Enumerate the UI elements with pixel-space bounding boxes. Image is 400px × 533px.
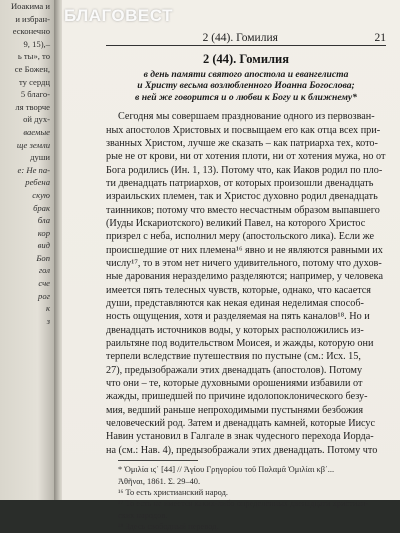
body-line: 27), предызображали этих двенадцать (апостолов). Потому bbox=[106, 364, 363, 376]
body-line: жажды, пришедшей по причине идолопоклонического безу- bbox=[106, 391, 368, 403]
body-line: терпели вследствие путешествия по пустыне (см.: Исх. 15, bbox=[106, 351, 361, 363]
body-line: мия, ведший раньше непроходимыми пустынями безбожия bbox=[106, 404, 364, 416]
running-head-title: 2 (44). Гомилия bbox=[202, 32, 278, 44]
body-line: что они – те, которые духовными орошениями избавили от bbox=[106, 378, 363, 390]
book-page bbox=[62, 0, 400, 532]
body-line: раильтяне под водительством Моисея, и жажды, которую они bbox=[106, 338, 374, 350]
facing-page-line: ребена bbox=[25, 177, 50, 188]
facing-page-line: ля творче bbox=[15, 101, 50, 112]
facing-page-line: вид bbox=[37, 240, 50, 251]
facing-page-line: 9, 15),– bbox=[23, 38, 50, 49]
subtitle-line: в день памяти святого апостола и евангелиста bbox=[143, 69, 349, 80]
body-line: ные дарования неразделимо разделяются; например, у человека bbox=[106, 271, 383, 283]
footnote-line: ¹⁷ То есть не имеется каких-либо определенных двенадцати христиан- bbox=[118, 499, 369, 509]
facing-page-line: 5 благо- bbox=[20, 89, 50, 100]
facing-page-line: ще земли bbox=[16, 139, 50, 150]
facing-page-line: бла bbox=[37, 215, 50, 226]
facing-page-line: души bbox=[30, 152, 50, 163]
facing-page-line: Иоакима и bbox=[10, 1, 50, 11]
footnote-line: ¹⁸ Здесь свободный перевод. bbox=[118, 522, 219, 532]
body-line: Бога родились (Ин. 1, 13). Потому что, как Иаков родил по пло- bbox=[106, 164, 383, 176]
body-line: имеется пять телесных чувств, которые, однако, что касается bbox=[106, 284, 371, 296]
body-line: ных апостолов Христовых и посвыщаем его как отца всех при- bbox=[106, 124, 381, 136]
body-line: двенадцать источников воды, у которых расположились из- bbox=[106, 324, 364, 336]
body-line: таинников; потому что вместо несчастным образом выпавшего bbox=[106, 204, 380, 216]
facing-page-line: к bbox=[45, 303, 50, 314]
subtitle-line: и Христу весьма возлюбленного Иоанна Богослова; bbox=[137, 80, 355, 92]
facing-page-line: ваемые bbox=[23, 126, 50, 137]
facing-page-line: рог bbox=[38, 290, 50, 301]
body-line: происшедшие от них племена¹⁶ явно и не являются равными их bbox=[106, 244, 383, 256]
footnote-line: ских народов. bbox=[118, 510, 168, 520]
footnote-line: * Ὁμιλία ιϛ΄ [44] // Ἁγίου Γρηγορίου τοῦ Παλαμᾶ Ὁμιλίαι κβ΄... bbox=[118, 465, 335, 475]
body-line: Сегодня мы совершаем празднование одного из первозван- bbox=[118, 111, 375, 123]
body-line: (Иуды Искариотского) великий Павел, на которого Христос bbox=[106, 217, 366, 229]
body-line: израильских племен, так и Христос духовно родил двенадцать bbox=[106, 191, 378, 203]
homily-subtitle bbox=[106, 69, 386, 103]
facing-page-line: ту сердц bbox=[19, 76, 50, 87]
facing-page-line: сче bbox=[38, 278, 50, 289]
facing-page bbox=[0, 0, 54, 500]
facing-page-line: е: Не па- bbox=[17, 164, 50, 175]
homily-title: 2 (44). Гомилия bbox=[202, 52, 289, 66]
body-line: человеческий род. Затем и двенадцать камней, которые Иисус bbox=[106, 418, 376, 430]
footnote-line: Ἀθῆναι, 1861. Σ. 29–40. bbox=[118, 476, 201, 486]
body-text bbox=[106, 110, 386, 457]
facing-page-line: з bbox=[46, 315, 50, 326]
body-line: званных Христом, лучше же сказать – как патриарха тех, кото- bbox=[106, 137, 378, 149]
footnote-line: ¹⁶ То есть христианский народ. bbox=[118, 487, 228, 497]
facing-page-line: брак bbox=[33, 202, 50, 213]
page-number: 21 bbox=[374, 32, 386, 44]
body-line: рые не от крови, ни от хотения плоти, ни от хотения мужа, но от bbox=[106, 151, 386, 163]
subtitle-line: в ней же говорится и о любви к Богу и к ближнему* bbox=[135, 91, 357, 103]
facing-page-line: ой дух- bbox=[23, 114, 50, 125]
facing-page-line: кор bbox=[37, 227, 50, 238]
body-line: ти двенадцать патриархов, от которых произошли двенадцать bbox=[106, 177, 374, 189]
running-head bbox=[106, 32, 386, 46]
watermark: БЛАГОВЕСТ bbox=[64, 6, 173, 25]
body-line: на (см.: Нав. 4), предызображали этих двенадцать. Потому что bbox=[106, 444, 378, 456]
facing-page-line: есконечно bbox=[12, 26, 50, 37]
facing-page-line: се Божен, bbox=[14, 63, 50, 74]
body-line: души, представляются как некая единая неделимая способ- bbox=[106, 298, 364, 310]
facing-page-line: гол bbox=[38, 265, 50, 276]
page-content bbox=[106, 52, 386, 533]
facing-page-line: и избран- bbox=[15, 13, 50, 24]
footnote-divider bbox=[118, 460, 198, 461]
body-line: Навин установил в Галгале в знак чудесного перехода Иорда- bbox=[106, 431, 374, 443]
facing-page-line: ь ты», то bbox=[17, 51, 50, 62]
body-line: призрел с неба, исполнил меру (апостольского лика). Если же bbox=[106, 231, 374, 243]
body-line: числу¹⁷, то в этом нет ничего удивительного, потому что духов- bbox=[106, 258, 382, 269]
facing-page-line: скую bbox=[32, 189, 50, 200]
facing-page-text bbox=[0, 0, 54, 327]
body-line: ность ощущения, хотя и разделяемая на пять каналов¹⁸. Но и bbox=[106, 311, 370, 323]
footnotes bbox=[106, 464, 386, 532]
facing-page-line: Боп bbox=[36, 252, 50, 263]
